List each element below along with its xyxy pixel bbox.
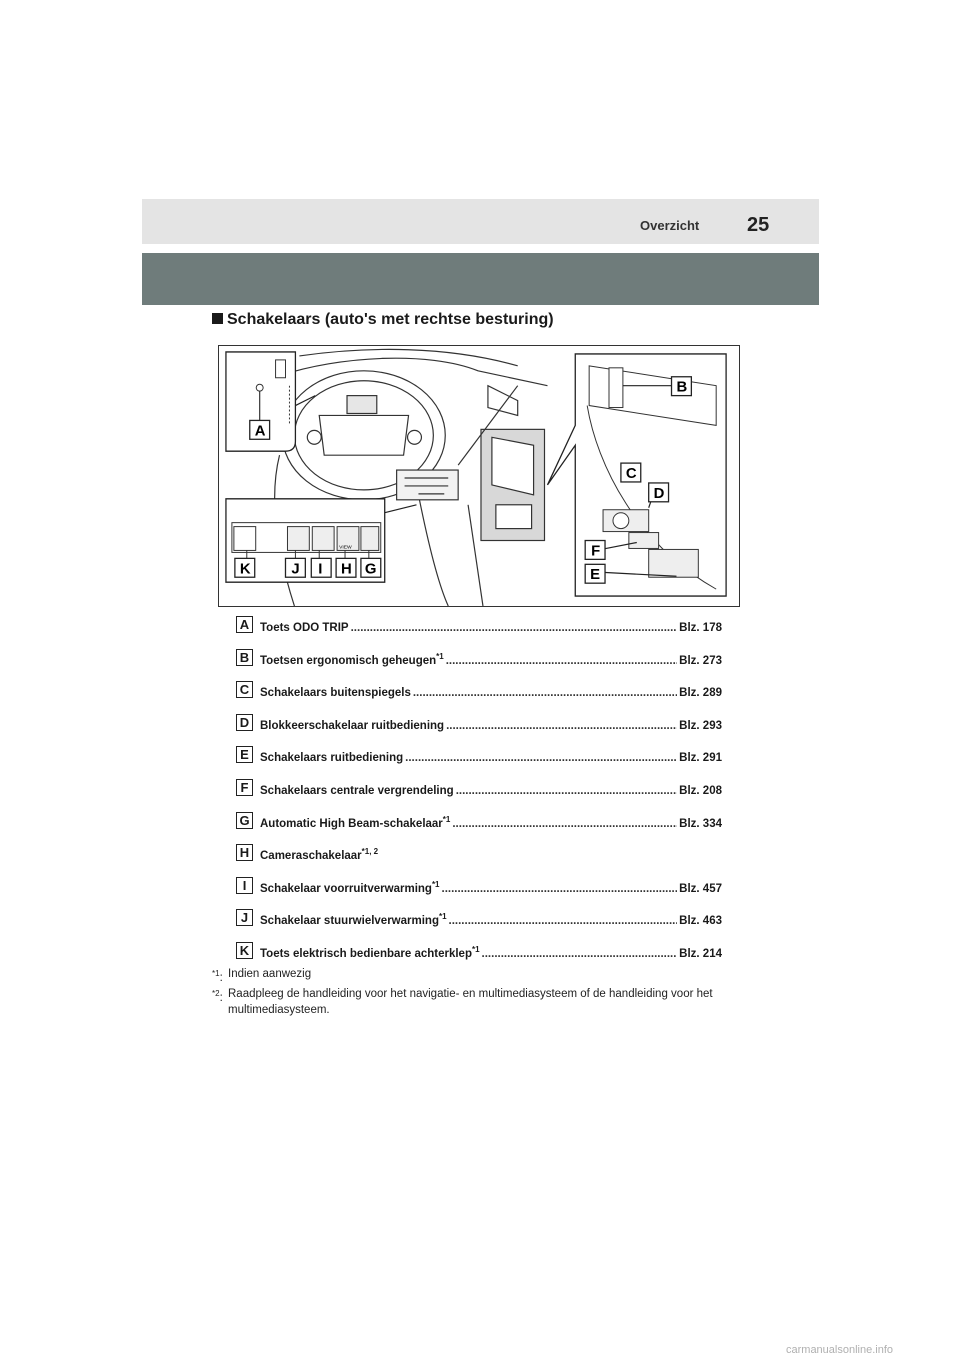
- footnote-text: Raadpleeg de handleiding voor het navigatie- en multimediasysteem of de handleiding voor het multimediasysteem.: [228, 988, 713, 1016]
- chapter-band: [142, 253, 819, 305]
- leader-dots: [351, 622, 678, 634]
- label-j: [285, 558, 305, 577]
- item-letter: B: [236, 649, 253, 666]
- list-item: [236, 742, 722, 775]
- list-item: [236, 775, 722, 808]
- list-item: [236, 873, 722, 906]
- label-g: [361, 558, 381, 577]
- item-page[interactable]: Blz. 178: [679, 622, 722, 634]
- item-label: Toetsen ergonomisch geheugen$^{*1}$: [260, 651, 444, 667]
- svg-text:C: C: [625, 465, 637, 482]
- footnote-text: Indien aanwezig: [228, 968, 312, 980]
- label-f: [585, 541, 605, 560]
- label-e: [585, 564, 605, 583]
- watermark: carmanualsonline.info: [786, 1344, 894, 1356]
- item-label: Schakelaars centrale vergrendeling: [260, 784, 454, 797]
- svg-text:G: G: [364, 561, 377, 578]
- header-band: [142, 199, 819, 244]
- item-page[interactable]: Blz. 334: [679, 817, 722, 830]
- svg-text:D: D: [653, 485, 665, 502]
- item-page[interactable]: Blz. 457: [679, 882, 722, 895]
- item-letter: H: [236, 844, 253, 861]
- item-label: Toets elektrisch bedienbare achterklep$^{*1}$: [260, 945, 480, 960]
- footnote-mark: $^{*2}$:: [212, 989, 223, 1004]
- list-item: [236, 840, 722, 873]
- item-label: Schakelaars ruitbediening: [260, 752, 404, 765]
- leader-dots: [413, 687, 677, 699]
- leader-dots: [446, 720, 677, 732]
- item-letter: G: [236, 812, 253, 829]
- switch-illustration: [218, 345, 740, 607]
- item-letter: A: [236, 616, 253, 633]
- item-letter: C: [236, 681, 253, 698]
- footnote: [212, 966, 732, 982]
- item-page[interactable]: Blz. 289: [679, 687, 722, 700]
- section-title: [212, 311, 554, 329]
- svg-text:K: K: [239, 561, 251, 578]
- section-label: Overzicht: [640, 218, 700, 233]
- leader-dots: [452, 818, 677, 830]
- leader-dots: [442, 883, 678, 895]
- item-letter: E: [236, 746, 253, 763]
- label-i: [311, 558, 331, 577]
- svg-text:H: H: [341, 561, 352, 578]
- svg-text:F: F: [591, 543, 601, 560]
- svg-text:A: A: [254, 423, 266, 440]
- switch-list: [236, 612, 722, 971]
- item-letter: D: [236, 714, 253, 731]
- svg-text:E: E: [590, 567, 601, 584]
- item-page[interactable]: Blz. 214: [679, 947, 722, 960]
- label-h: [336, 558, 356, 577]
- callout-a-panel: [226, 352, 315, 451]
- page-number: 25: [747, 214, 770, 236]
- list-item: [236, 645, 722, 678]
- list-item: [236, 905, 722, 938]
- item-page[interactable]: Blz. 208: [679, 784, 722, 797]
- item-page[interactable]: Blz. 291: [679, 752, 722, 765]
- section-title-text: Schakelaars (auto's met rechtse besturing): [227, 311, 554, 328]
- label-b: [672, 377, 692, 396]
- leader-dots: [449, 915, 678, 927]
- item-label: Toets ODO TRIP: [260, 622, 349, 634]
- item-label: Blokkeerschakelaar ruitbediening: [260, 719, 445, 732]
- svg-text:B: B: [676, 379, 688, 396]
- footnote: [212, 986, 732, 1018]
- label-k: [235, 558, 255, 577]
- list-item: [236, 808, 722, 841]
- leader-dots: [482, 948, 678, 960]
- dashboard-drawing: [219, 346, 739, 606]
- svg-text:J: J: [291, 561, 300, 578]
- svg-text:VIEW: VIEW: [339, 545, 352, 551]
- bullet-square-icon: [212, 313, 223, 324]
- item-letter: J: [236, 909, 253, 926]
- item-label: Schakelaar stuurwielverwarming$^{*1}$: [260, 912, 447, 928]
- label-c: [621, 463, 641, 482]
- item-letter: F: [236, 779, 253, 796]
- item-label: Schakelaar voorruitverwarming$^{*1}$: [260, 879, 440, 895]
- list-item: [236, 612, 722, 645]
- leader-dots: [446, 655, 677, 667]
- leader-dots: [456, 785, 677, 797]
- footnotes: [212, 966, 732, 1022]
- item-label: Cameraschakelaar$^{*1, 2}$: [260, 847, 379, 863]
- item-page[interactable]: Blz. 293: [679, 719, 722, 732]
- item-page[interactable]: Blz. 273: [679, 654, 722, 667]
- item-page[interactable]: Blz. 463: [679, 915, 722, 928]
- leader-dots: [405, 752, 677, 764]
- label-d: [649, 483, 669, 502]
- item-label: Schakelaars buitenspiegels: [260, 687, 411, 700]
- list-item: [236, 677, 722, 710]
- item-letter: K: [236, 942, 253, 959]
- footnote-mark: $^{*1}$:: [212, 969, 223, 984]
- list-item: [236, 710, 722, 743]
- item-label: Automatic High Beam-schakelaar$^{*1}$: [260, 814, 451, 830]
- svg-text:I: I: [318, 561, 323, 578]
- item-letter: I: [236, 877, 253, 894]
- label-a: [250, 420, 270, 439]
